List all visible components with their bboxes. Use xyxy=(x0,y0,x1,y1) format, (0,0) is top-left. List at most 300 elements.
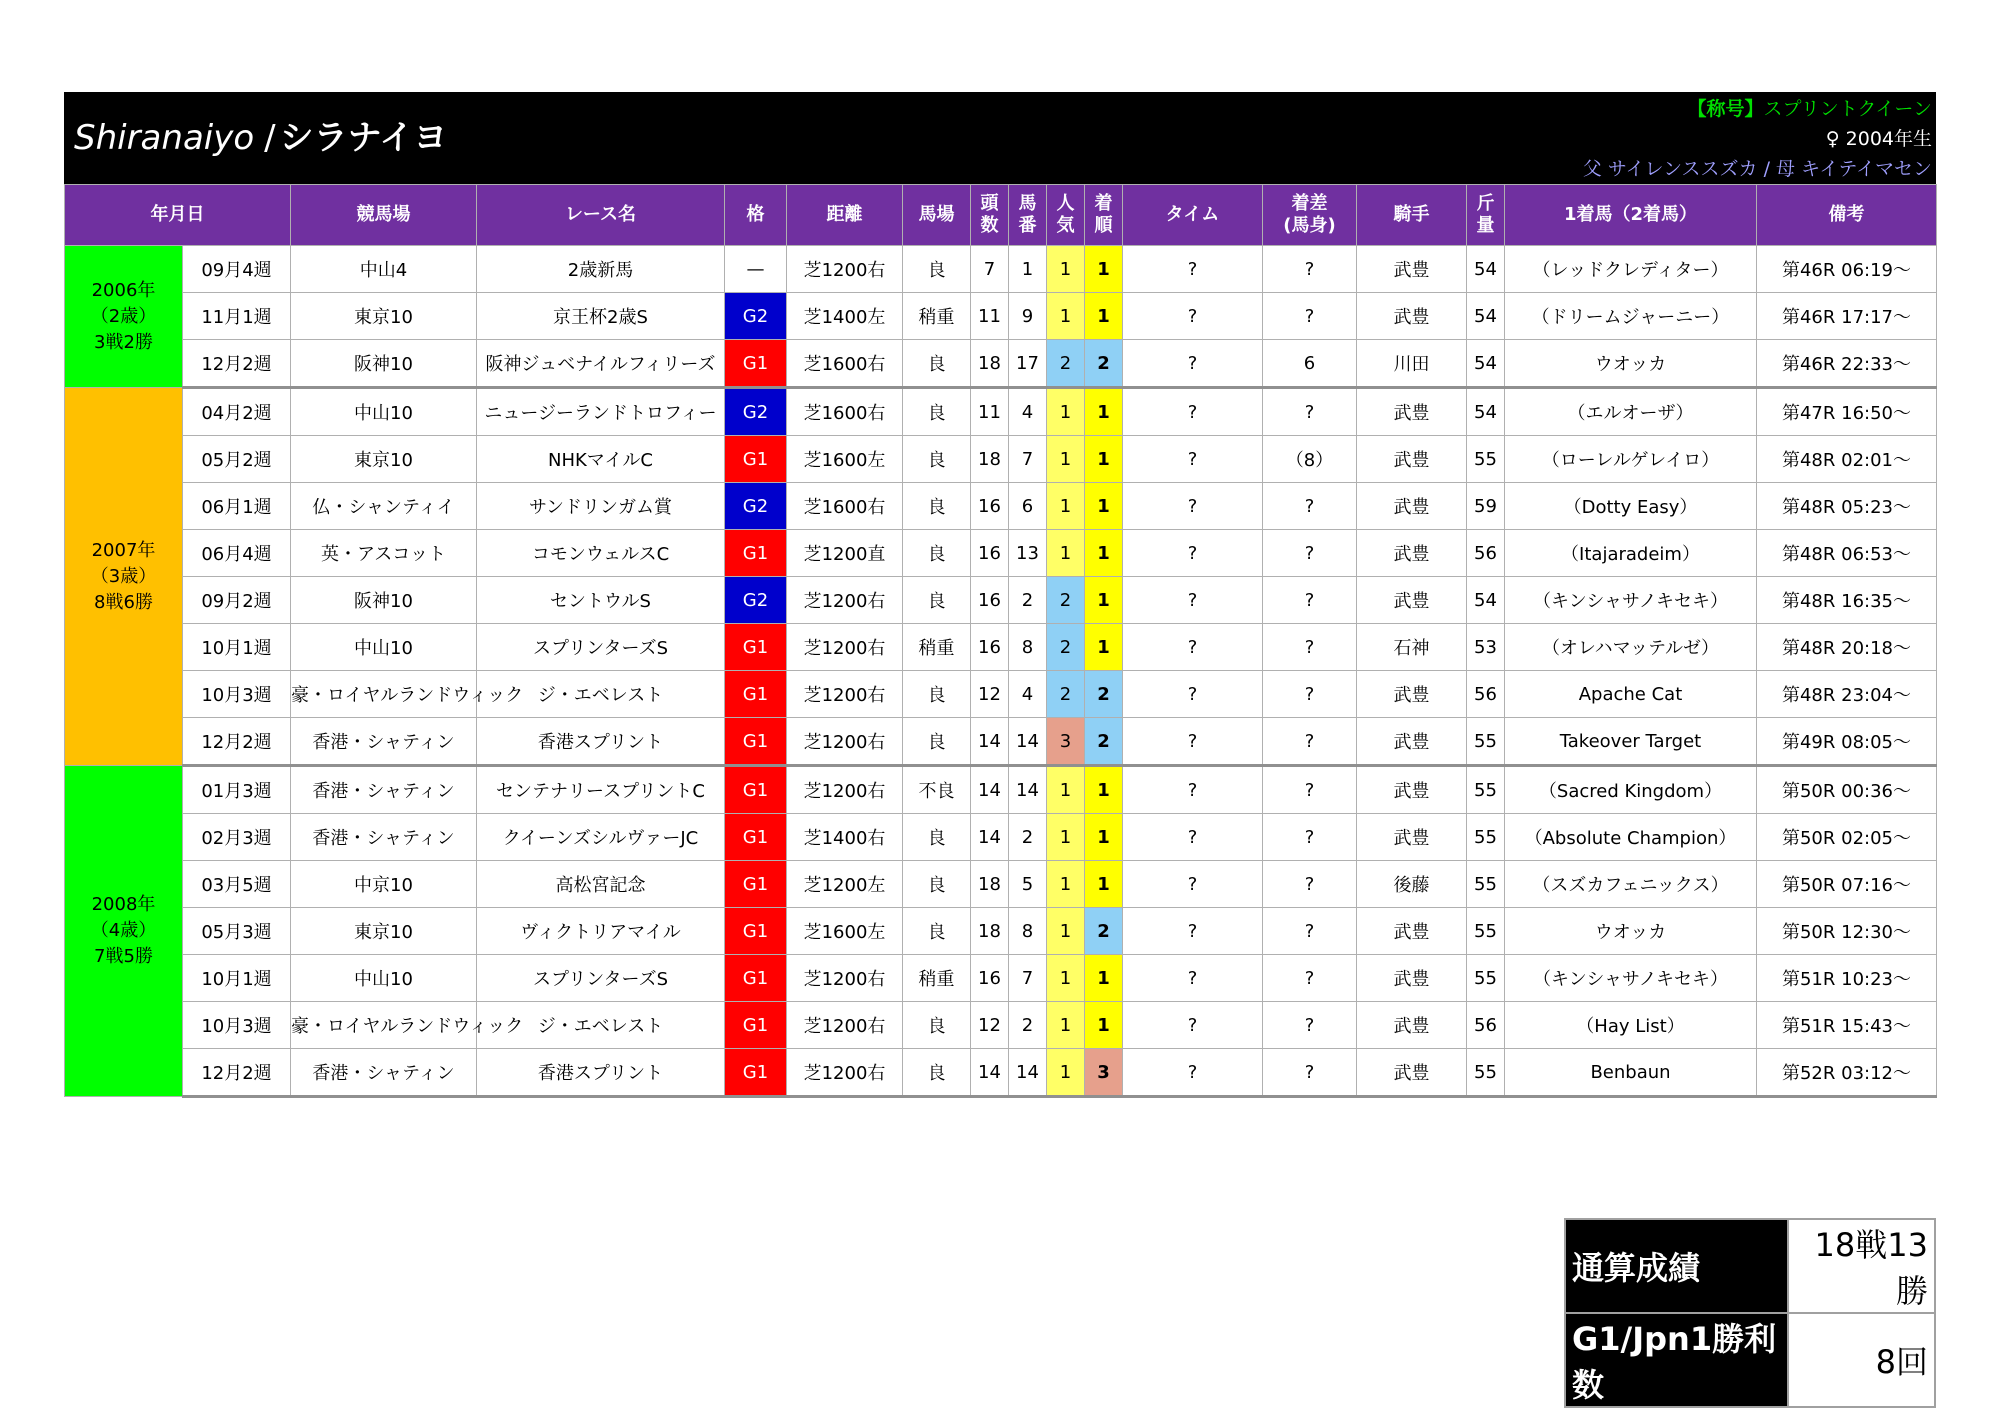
cell-weight: 54 xyxy=(1467,340,1505,388)
cell-horse-number: 14 xyxy=(1009,718,1047,766)
col-margin: 着差 (馬身) xyxy=(1263,185,1357,246)
cell-weight: 55 xyxy=(1467,814,1505,861)
cell-time: ? xyxy=(1123,577,1263,624)
summary-total-label: 通算成績 xyxy=(1565,1219,1788,1313)
cell-date: 01月3週 xyxy=(183,766,291,814)
cell-horse-number: 4 xyxy=(1009,388,1047,436)
cell-winner: Apache Cat xyxy=(1505,671,1757,718)
cell-popularity: 1 xyxy=(1047,246,1085,293)
cell-finish: 1 xyxy=(1085,293,1123,340)
cell-popularity: 1 xyxy=(1047,955,1085,1002)
cell-weight: 54 xyxy=(1467,246,1505,293)
cell-margin: ? xyxy=(1263,671,1357,718)
cell-notes: 第46R 17:17～ xyxy=(1757,293,1937,340)
cell-runners: 12 xyxy=(971,1002,1009,1049)
cell-distance: 芝1200右 xyxy=(787,246,903,293)
cell-race-name: 京王杯2歳S xyxy=(477,293,725,340)
cell-distance: 芝1400左 xyxy=(787,293,903,340)
cell-date: 05月2週 xyxy=(183,436,291,483)
cell-course: 東京10 xyxy=(291,293,477,340)
cell-winner: （ローレルゲレイロ） xyxy=(1505,436,1757,483)
cell-finish: 1 xyxy=(1085,388,1123,436)
cell-race-name: センテナリースプリントC xyxy=(477,766,725,814)
title-value: スプリントクイーン xyxy=(1763,98,1932,120)
cell-popularity: 2 xyxy=(1047,577,1085,624)
cell-time: ? xyxy=(1123,530,1263,577)
cell-runners: 16 xyxy=(971,483,1009,530)
cell-finish: 1 xyxy=(1085,436,1123,483)
cell-jockey: 石神 xyxy=(1357,624,1467,671)
cell-runners: 16 xyxy=(971,624,1009,671)
horse-header xyxy=(64,92,1936,184)
cell-going: 良 xyxy=(903,861,971,908)
year-group-line2: （4歳） xyxy=(90,920,157,941)
cell-date: 06月1週 xyxy=(183,483,291,530)
sire-label: 父 xyxy=(1582,158,1602,180)
cell-popularity: 1 xyxy=(1047,861,1085,908)
cell-grade: G1 xyxy=(725,861,787,908)
cell-margin: ? xyxy=(1263,1002,1357,1049)
cell-runners: 18 xyxy=(971,861,1009,908)
race-record-body xyxy=(65,246,1937,1097)
cell-date: 10月1週 xyxy=(183,624,291,671)
cell-grade: G2 xyxy=(725,293,787,340)
cell-distance: 芝1200左 xyxy=(787,861,903,908)
cell-time: ? xyxy=(1123,766,1263,814)
cell-jockey: 川田 xyxy=(1357,340,1467,388)
year-group-cell xyxy=(65,766,183,1097)
cell-course: 香港・シャティン xyxy=(291,814,477,861)
cell-horse-number: 1 xyxy=(1009,246,1047,293)
dam-name: キイテイマセン xyxy=(1801,158,1932,180)
cell-finish: 1 xyxy=(1085,483,1123,530)
cell-time: ? xyxy=(1123,671,1263,718)
col-jockey: 騎手 xyxy=(1357,185,1467,246)
table-row xyxy=(65,908,1937,955)
sire-name: サイレンススズカ xyxy=(1607,158,1758,180)
horse-meta xyxy=(1583,94,1932,184)
cell-runners: 18 xyxy=(971,436,1009,483)
cell-winner: ウオッカ xyxy=(1505,908,1757,955)
cell-race-name: セントウルS xyxy=(477,577,725,624)
cell-winner: （エルオーザ） xyxy=(1505,388,1757,436)
cell-race-name: NHKマイルC xyxy=(477,436,725,483)
cell-weight: 55 xyxy=(1467,1049,1505,1097)
cell-weight: 55 xyxy=(1467,766,1505,814)
cell-going: 良 xyxy=(903,1049,971,1097)
cell-date: 09月2週 xyxy=(183,577,291,624)
cell-finish: 2 xyxy=(1085,718,1123,766)
cell-time: ? xyxy=(1123,814,1263,861)
cell-margin: ? xyxy=(1263,955,1357,1002)
cell-horse-number: 13 xyxy=(1009,530,1047,577)
cell-grade: G1 xyxy=(725,1049,787,1097)
cell-horse-number: 2 xyxy=(1009,577,1047,624)
cell-date: 12月2週 xyxy=(183,1049,291,1097)
cell-distance: 芝1600右 xyxy=(787,483,903,530)
cell-time: ? xyxy=(1123,624,1263,671)
cell-runners: 14 xyxy=(971,814,1009,861)
cell-notes: 第48R 16:35～ xyxy=(1757,577,1937,624)
cell-jockey: 武豊 xyxy=(1357,908,1467,955)
cell-date: 04月2週 xyxy=(183,388,291,436)
year-group-line3: 7戦5勝 xyxy=(94,946,153,967)
cell-popularity: 3 xyxy=(1047,718,1085,766)
cell-course: 中山4 xyxy=(291,246,477,293)
title-line xyxy=(1583,94,1932,124)
cell-distance: 芝1600左 xyxy=(787,436,903,483)
cell-date: 02月3週 xyxy=(183,814,291,861)
cell-time: ? xyxy=(1123,1049,1263,1097)
cell-jockey: 武豊 xyxy=(1357,483,1467,530)
cell-distance: 芝1200右 xyxy=(787,718,903,766)
cell-winner: （Dotty Easy） xyxy=(1505,483,1757,530)
cell-jockey: 武豊 xyxy=(1357,1002,1467,1049)
table-row xyxy=(65,483,1937,530)
cell-jockey: 武豊 xyxy=(1357,1049,1467,1097)
cell-runners: 7 xyxy=(971,246,1009,293)
cell-date: 09月4週 xyxy=(183,246,291,293)
col-going: 馬場 xyxy=(903,185,971,246)
cell-runners: 18 xyxy=(971,340,1009,388)
cell-date: 06月4週 xyxy=(183,530,291,577)
cell-finish: 1 xyxy=(1085,766,1123,814)
cell-notes: 第46R 06:19～ xyxy=(1757,246,1937,293)
cell-time: ? xyxy=(1123,718,1263,766)
col-grade: 格 xyxy=(725,185,787,246)
cell-going: 良 xyxy=(903,483,971,530)
col-popularity: 人 気 xyxy=(1047,185,1085,246)
cell-grade: G1 xyxy=(725,671,787,718)
col-distance: 距離 xyxy=(787,185,903,246)
cell-date: 11月1週 xyxy=(183,293,291,340)
summary-g1-value: 8回 xyxy=(1788,1313,1935,1407)
cell-horse-number: 4 xyxy=(1009,671,1047,718)
cell-popularity: 1 xyxy=(1047,814,1085,861)
cell-distance: 芝1200右 xyxy=(787,624,903,671)
cell-race-name: ジ・エベレスト xyxy=(477,1002,725,1049)
cell-grade: G2 xyxy=(725,388,787,436)
year-group-line3: 8戦6勝 xyxy=(94,591,153,613)
cell-grade: G1 xyxy=(725,530,787,577)
cell-going: 良 xyxy=(903,814,971,861)
col-winner: 1着馬（2着馬） xyxy=(1505,185,1757,246)
cell-grade: G1 xyxy=(725,766,787,814)
cell-notes: 第52R 03:12～ xyxy=(1757,1049,1937,1097)
cell-time: ? xyxy=(1123,340,1263,388)
cell-course: 仏・シャンティイ xyxy=(291,483,477,530)
cell-notes: 第50R 07:16～ xyxy=(1757,861,1937,908)
cell-date: 03月5週 xyxy=(183,861,291,908)
cell-jockey: 武豊 xyxy=(1357,718,1467,766)
cell-course: 英・アスコット xyxy=(291,530,477,577)
col-finish: 着 順 xyxy=(1085,185,1123,246)
table-row xyxy=(65,577,1937,624)
cell-time: ? xyxy=(1123,955,1263,1002)
cell-race-name: 2歳新馬 xyxy=(477,246,725,293)
cell-race-name: ニュージーランドトロフィー xyxy=(477,388,725,436)
table-row xyxy=(65,1049,1937,1097)
horse-name xyxy=(74,118,447,158)
title-tag: 【称号】 xyxy=(1687,98,1764,120)
cell-time: ? xyxy=(1123,1002,1263,1049)
cell-time: ? xyxy=(1123,388,1263,436)
year-group-line1: 2007年 xyxy=(91,539,156,561)
cell-grade: G2 xyxy=(725,577,787,624)
cell-finish: 1 xyxy=(1085,530,1123,577)
cell-weight: 54 xyxy=(1467,388,1505,436)
cell-winner: （スズカフェニックス） xyxy=(1505,861,1757,908)
cell-margin: ? xyxy=(1263,766,1357,814)
cell-notes: 第48R 02:01～ xyxy=(1757,436,1937,483)
pedigree-line xyxy=(1583,154,1932,184)
col-time: タイム xyxy=(1123,185,1263,246)
cell-weight: 55 xyxy=(1467,861,1505,908)
table-row xyxy=(65,293,1937,340)
race-record-table xyxy=(64,184,1937,1098)
cell-race-name: クイーンズシルヴァーJC xyxy=(477,814,725,861)
cell-time: ? xyxy=(1123,908,1263,955)
cell-horse-number: 2 xyxy=(1009,1002,1047,1049)
cell-finish: 1 xyxy=(1085,1002,1123,1049)
cell-date: 10月3週 xyxy=(183,671,291,718)
table-row xyxy=(65,388,1937,436)
cell-jockey: 武豊 xyxy=(1357,766,1467,814)
cell-popularity: 1 xyxy=(1047,1002,1085,1049)
cell-race-name: ヴィクトリアマイル xyxy=(477,908,725,955)
cell-going: 良 xyxy=(903,1002,971,1049)
cell-race-name: コモンウェルスC xyxy=(477,530,725,577)
cell-notes: 第47R 16:50～ xyxy=(1757,388,1937,436)
cell-grade: G1 xyxy=(725,955,787,1002)
cell-margin: ? xyxy=(1263,1049,1357,1097)
birth-line: ♀ 2004年生 xyxy=(1825,128,1932,150)
cell-grade: G1 xyxy=(725,1002,787,1049)
cell-weight: 54 xyxy=(1467,293,1505,340)
cell-distance: 芝1200右 xyxy=(787,1049,903,1097)
year-group-line2: （2歳） xyxy=(90,305,157,327)
horse-name-jp: シラナイヨ xyxy=(279,118,448,158)
cell-notes: 第48R 23:04～ xyxy=(1757,671,1937,718)
cell-winner: （キンシャサノキセキ） xyxy=(1505,955,1757,1002)
cell-time: ? xyxy=(1123,436,1263,483)
cell-popularity: 1 xyxy=(1047,766,1085,814)
summary-g1-label: G1/Jpn1勝利数 xyxy=(1565,1313,1788,1407)
cell-finish: 3 xyxy=(1085,1049,1123,1097)
col-runners: 頭 数 xyxy=(971,185,1009,246)
cell-course: 中山10 xyxy=(291,955,477,1002)
cell-distance: 芝1200右 xyxy=(787,955,903,1002)
cell-time: ? xyxy=(1123,483,1263,530)
cell-jockey: 後藤 xyxy=(1357,861,1467,908)
cell-jockey: 武豊 xyxy=(1357,388,1467,436)
cell-weight: 55 xyxy=(1467,718,1505,766)
cell-distance: 芝1200右 xyxy=(787,577,903,624)
cell-winner: （オレハマッテルゼ） xyxy=(1505,624,1757,671)
cell-race-name: 香港スプリント xyxy=(477,718,725,766)
cell-race-name: 高松宮記念 xyxy=(477,861,725,908)
record-sheet xyxy=(64,92,1936,1404)
cell-distance: 芝1200右 xyxy=(787,671,903,718)
cell-popularity: 1 xyxy=(1047,436,1085,483)
cell-jockey: 武豊 xyxy=(1357,814,1467,861)
cell-margin: ? xyxy=(1263,861,1357,908)
cell-finish: 2 xyxy=(1085,340,1123,388)
cell-distance: 芝1600左 xyxy=(787,908,903,955)
cell-runners: 14 xyxy=(971,718,1009,766)
horse-name-en: Shiranaiyo xyxy=(74,118,255,158)
cell-margin: ? xyxy=(1263,908,1357,955)
cell-notes: 第50R 02:05～ xyxy=(1757,814,1937,861)
cell-finish: 1 xyxy=(1085,246,1123,293)
cell-course: 阪神10 xyxy=(291,577,477,624)
cell-course: 中山10 xyxy=(291,624,477,671)
cell-winner: （キンシャサノキセキ） xyxy=(1505,577,1757,624)
cell-runners: 14 xyxy=(971,766,1009,814)
cell-weight: 56 xyxy=(1467,671,1505,718)
cell-margin: ? xyxy=(1263,718,1357,766)
table-row xyxy=(65,814,1937,861)
cell-going: 良 xyxy=(903,388,971,436)
cell-notes: 第46R 22:33～ xyxy=(1757,340,1937,388)
cell-popularity: 2 xyxy=(1047,340,1085,388)
col-weight: 斤 量 xyxy=(1467,185,1505,246)
dam-label: 母 xyxy=(1776,158,1796,180)
year-group-cell xyxy=(65,246,183,388)
pedigree-separator: / xyxy=(1763,158,1770,180)
cell-course: 中京10 xyxy=(291,861,477,908)
cell-course: 香港・シャティン xyxy=(291,718,477,766)
cell-notes: 第49R 08:05～ xyxy=(1757,718,1937,766)
cell-runners: 18 xyxy=(971,908,1009,955)
cell-race-name: 阪神ジュベナイルフィリーズ xyxy=(477,340,725,388)
table-row xyxy=(65,1002,1937,1049)
year-group-line3: 3戦2勝 xyxy=(94,331,153,353)
cell-margin: ? xyxy=(1263,530,1357,577)
cell-runners: 11 xyxy=(971,293,1009,340)
cell-date: 10月3週 xyxy=(183,1002,291,1049)
table-row xyxy=(65,671,1937,718)
cell-jockey: 武豊 xyxy=(1357,577,1467,624)
cell-weight: 59 xyxy=(1467,483,1505,530)
cell-winner: （Sacred Kingdom） xyxy=(1505,766,1757,814)
table-row xyxy=(65,436,1937,483)
cell-horse-number: 9 xyxy=(1009,293,1047,340)
cell-time: ? xyxy=(1123,861,1263,908)
cell-going: 良 xyxy=(903,718,971,766)
cell-date: 12月2週 xyxy=(183,340,291,388)
cell-runners: 11 xyxy=(971,388,1009,436)
year-group-line1: 2006年 xyxy=(91,279,156,301)
cell-race-name: サンドリンガム賞 xyxy=(477,483,725,530)
cell-grade: G1 xyxy=(725,814,787,861)
cell-winner: （Hay List） xyxy=(1505,1002,1757,1049)
table-row xyxy=(65,340,1937,388)
cell-weight: 54 xyxy=(1467,577,1505,624)
cell-winner: （Itajaradeim） xyxy=(1505,530,1757,577)
cell-going: 良 xyxy=(903,530,971,577)
cell-horse-number: 8 xyxy=(1009,908,1047,955)
cell-notes: 第48R 06:53～ xyxy=(1757,530,1937,577)
cell-course: 阪神10 xyxy=(291,340,477,388)
cell-margin: ? xyxy=(1263,483,1357,530)
cell-notes: 第48R 20:18～ xyxy=(1757,624,1937,671)
col-notes: 備考 xyxy=(1757,185,1937,246)
cell-margin: 6 xyxy=(1263,340,1357,388)
cell-notes: 第51R 15:43～ xyxy=(1757,1002,1937,1049)
year-group-cell xyxy=(65,388,183,766)
cell-distance: 芝1600右 xyxy=(787,340,903,388)
cell-distance: 芝1200右 xyxy=(787,1002,903,1049)
cell-going: 良 xyxy=(903,671,971,718)
cell-margin: ? xyxy=(1263,388,1357,436)
cell-horse-number: 17 xyxy=(1009,340,1047,388)
cell-runners: 16 xyxy=(971,577,1009,624)
cell-runners: 16 xyxy=(971,955,1009,1002)
cell-finish: 1 xyxy=(1085,955,1123,1002)
cell-time: ? xyxy=(1123,246,1263,293)
table-header-row xyxy=(65,185,1937,246)
cell-distance: 芝1600右 xyxy=(787,388,903,436)
cell-horse-number: 8 xyxy=(1009,624,1047,671)
cell-runners: 16 xyxy=(971,530,1009,577)
cell-grade: G1 xyxy=(725,718,787,766)
cell-horse-number: 7 xyxy=(1009,955,1047,1002)
summary-total-row xyxy=(1565,1219,1935,1313)
cell-grade: — xyxy=(725,246,787,293)
table-row xyxy=(65,246,1937,293)
cell-distance: 芝1200直 xyxy=(787,530,903,577)
cell-going: 稍重 xyxy=(903,624,971,671)
table-row xyxy=(65,861,1937,908)
cell-weight: 56 xyxy=(1467,1002,1505,1049)
cell-finish: 1 xyxy=(1085,861,1123,908)
cell-grade: G1 xyxy=(725,908,787,955)
cell-margin: ? xyxy=(1263,624,1357,671)
cell-time: ? xyxy=(1123,293,1263,340)
cell-horse-number: 5 xyxy=(1009,861,1047,908)
cell-horse-number: 7 xyxy=(1009,436,1047,483)
cell-going: 良 xyxy=(903,908,971,955)
cell-course: 中山10 xyxy=(291,388,477,436)
cell-runners: 14 xyxy=(971,1049,1009,1097)
cell-going: 良 xyxy=(903,436,971,483)
cell-going: 不良 xyxy=(903,766,971,814)
cell-margin: ? xyxy=(1263,246,1357,293)
cell-date: 12月2週 xyxy=(183,718,291,766)
cell-finish: 2 xyxy=(1085,908,1123,955)
cell-notes: 第51R 10:23～ xyxy=(1757,955,1937,1002)
cell-race-name: 香港スプリント xyxy=(477,1049,725,1097)
cell-grade: G1 xyxy=(725,436,787,483)
cell-jockey: 武豊 xyxy=(1357,955,1467,1002)
cell-weight: 55 xyxy=(1467,908,1505,955)
table-row xyxy=(65,530,1937,577)
table-row xyxy=(65,955,1937,1002)
name-separator: / xyxy=(264,118,276,158)
cell-margin: ? xyxy=(1263,577,1357,624)
cell-notes: 第48R 05:23～ xyxy=(1757,483,1937,530)
cell-course: 東京10 xyxy=(291,908,477,955)
cell-course: 豪・ロイヤルランドウィック xyxy=(291,1002,477,1049)
cell-popularity: 2 xyxy=(1047,671,1085,718)
cell-weight: 53 xyxy=(1467,624,1505,671)
cell-going: 良 xyxy=(903,577,971,624)
cell-weight: 55 xyxy=(1467,436,1505,483)
cell-winner: Takeover Target xyxy=(1505,718,1757,766)
cell-course: 香港・シャティン xyxy=(291,766,477,814)
cell-jockey: 武豊 xyxy=(1357,671,1467,718)
